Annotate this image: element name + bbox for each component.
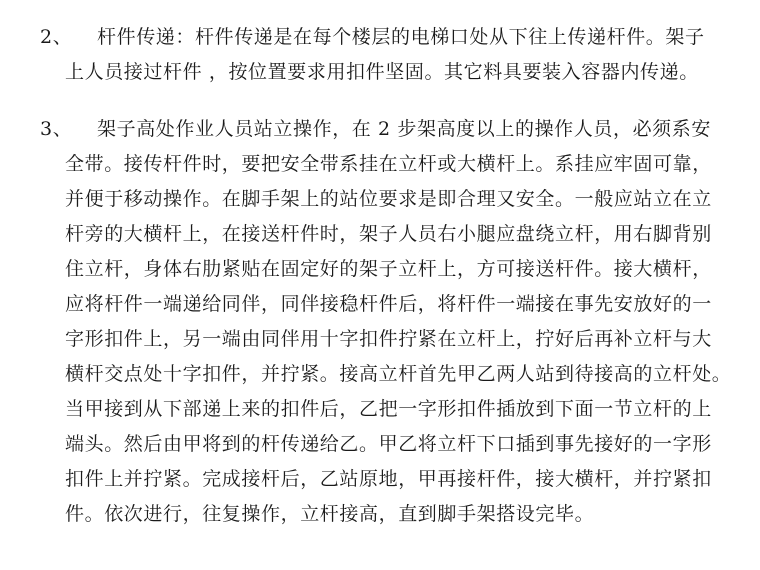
paragraph-line bbox=[40, 112, 730, 147]
paragraph-line: 上人员接过杆件 ，按位置要求用扣件坚固。其它料具要装入容器内传递。 bbox=[65, 61, 699, 83]
list-item-2 bbox=[40, 20, 730, 90]
paragraph-line: 件。依次进行，往复操作，立杆接高，直到脚手架搭设完毕。 bbox=[65, 503, 595, 525]
paragraph-line: 端头。然后由甲将到的杆传递给乙。甲乙将立杆下口插到事先接好的一字形 bbox=[65, 433, 712, 455]
paragraph-line bbox=[40, 20, 730, 55]
paragraph-line: 当甲接到从下部递上来的扣件后，乙把一字形扣件插放到下面一节立杆的上 bbox=[65, 398, 712, 420]
paragraph-line: 应将杆件一端递给同伴，同伴接稳杆件后，将杆件一端接在事先安放好的一 bbox=[65, 293, 712, 315]
paragraph-line: 住立杆，身体右肋紧贴在固定好的架子立杆上，方可接送杆件。接大横杆， bbox=[65, 258, 712, 280]
paragraph-line: 全带。接传杆件时，要把安全带系挂在立杆或大横杆上。系挂应牢固可靠， bbox=[65, 153, 712, 175]
line-text: 杆件传递：杆件传递是在每个楼层的电梯口处从下往上传递杆件。架子 bbox=[97, 26, 705, 48]
paragraph-line: 扣件上并拧紧。完成接杆后，乙站原地，甲再接杆件，接大横杆，并拧紧扣 bbox=[65, 468, 712, 490]
paragraph-line: 并便于移动操作。在脚手架上的站位要求是即合理又安全。一般应站立在立 bbox=[65, 188, 712, 210]
list-item-3 bbox=[40, 112, 730, 532]
line-text: 架子高处作业人员站立操作，在 2 步架高度以上的操作人员，必须系安 bbox=[97, 118, 711, 140]
item-number: 2、 bbox=[40, 26, 73, 48]
paragraph-line: 字形扣件上，另一端由同伴用十字扣件拧紧在立杆上，拧好后再补立杆与大 bbox=[65, 328, 712, 350]
paragraph-line: 横杆交点处十字扣件，并拧紧。接高立杆首先甲乙两人站到待接高的立杆处。 bbox=[65, 363, 732, 385]
item-number: 3、 bbox=[40, 118, 73, 140]
paragraph-line: 杆旁的大横杆上，在接送杆件时，架子人员右小腿应盘绕立杆，用右脚背别 bbox=[65, 223, 712, 245]
